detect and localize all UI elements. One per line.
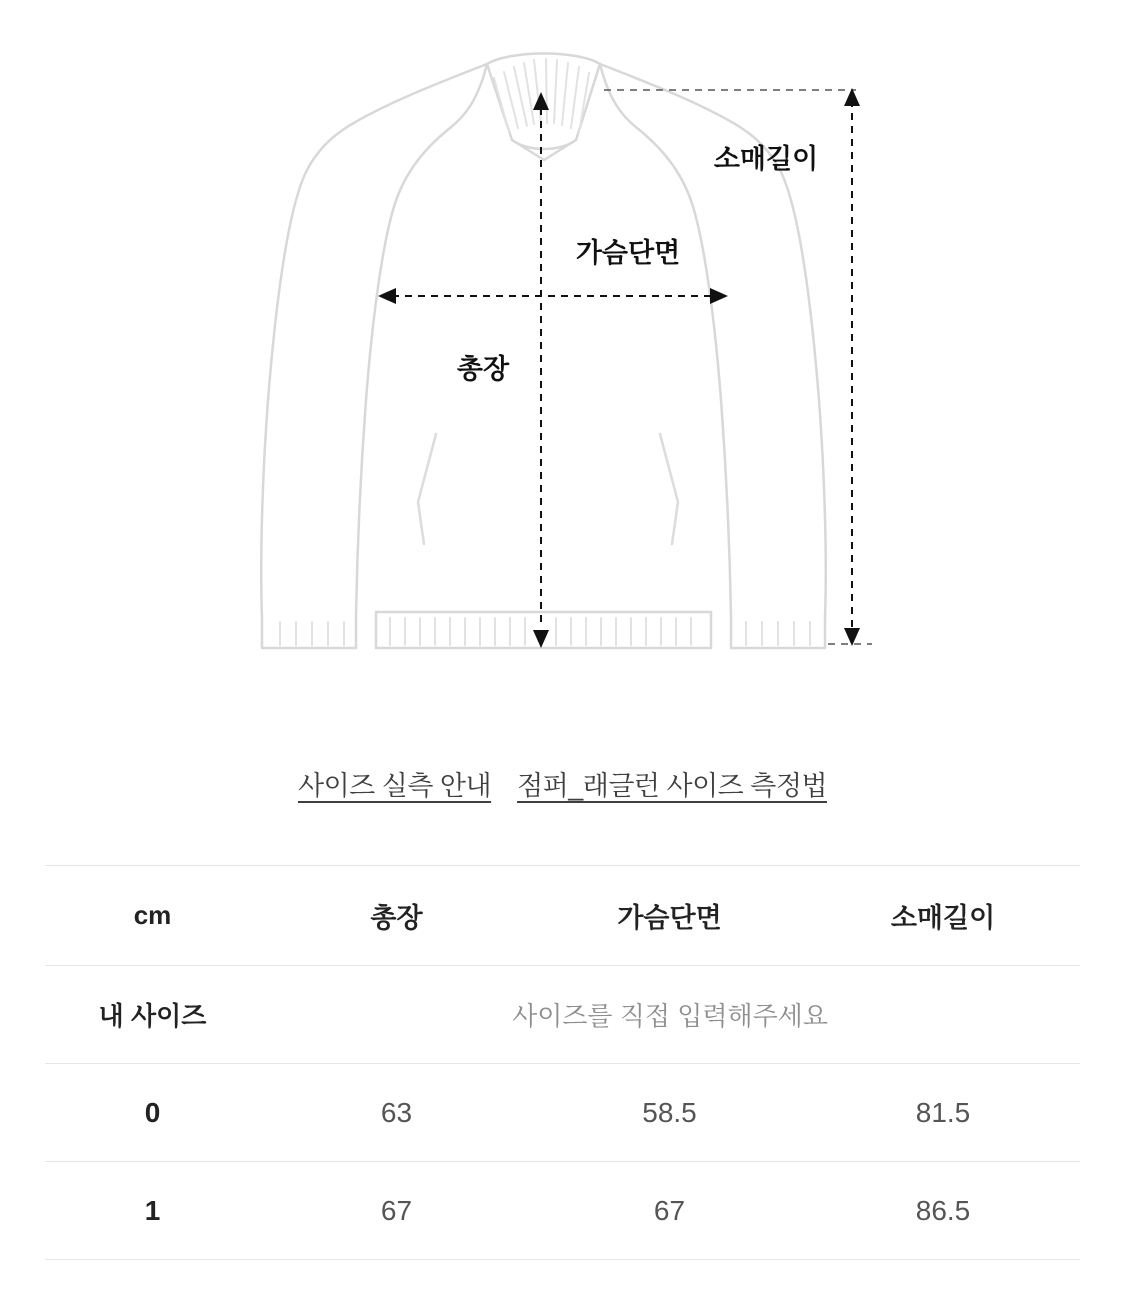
table-row xyxy=(45,1064,1080,1162)
guide-links xyxy=(0,764,1125,803)
table-header-row xyxy=(45,866,1080,966)
row-size-label: 1 xyxy=(45,1162,260,1260)
row-chest-width: 58.5 xyxy=(533,1064,806,1162)
header-sleeve-length: 소매길이 xyxy=(806,866,1080,966)
table-row xyxy=(45,1162,1080,1260)
size-measure-guide-link[interactable]: 사이즈 실측 안내 xyxy=(298,771,492,801)
chest-width-label: 가슴단면 xyxy=(575,238,681,268)
row-total-length: 63 xyxy=(260,1064,533,1162)
header-chest-width: 가슴단면 xyxy=(533,866,806,966)
row-sleeve-length: 81.5 xyxy=(806,1064,1080,1162)
row-chest-width: 67 xyxy=(533,1162,806,1260)
sleeve-length-label: 소매길이 xyxy=(713,144,819,174)
size-table xyxy=(45,865,1080,1260)
my-size-label: 내 사이즈 xyxy=(45,966,260,1064)
row-size-label: 0 xyxy=(45,1064,260,1162)
my-size-row[interactable] xyxy=(45,966,1080,1064)
header-total-length: 총장 xyxy=(260,866,533,966)
row-total-length: 67 xyxy=(260,1162,533,1260)
total-length-label: 총장 xyxy=(456,354,510,384)
my-size-input[interactable]: 사이즈를 직접 입력해주세요 xyxy=(260,966,1080,1064)
header-unit: cm xyxy=(45,866,260,966)
raglan-measure-method-link[interactable]: 점퍼_래글런 사이즈 측정법 xyxy=(517,771,827,801)
row-sleeve-length: 86.5 xyxy=(806,1162,1080,1260)
